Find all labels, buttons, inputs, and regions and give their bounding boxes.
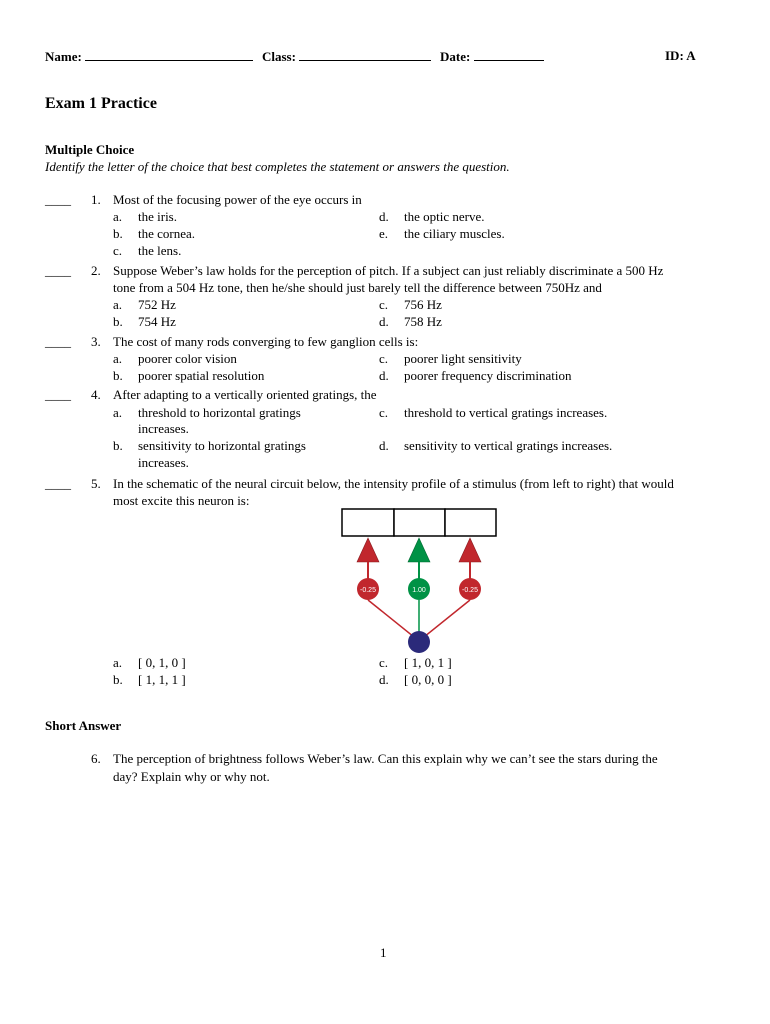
name-blank: [85, 48, 253, 61]
question-number-1: 1.: [91, 192, 101, 207]
q4-option-b-text-line2: increases.: [138, 455, 189, 470]
weight-label-left: -0.25: [360, 587, 376, 594]
q1-option-b-letter: b.: [113, 226, 123, 241]
weight-label-middle: 1.00: [412, 587, 426, 594]
q2-option-d-letter: d.: [379, 314, 389, 329]
class-field: [262, 48, 431, 65]
mc-heading: Multiple Choice: [45, 142, 135, 157]
class-blank: [299, 48, 431, 61]
date-field: [440, 48, 544, 65]
q4-option-b-letter: b.: [113, 438, 123, 453]
answer-blank-3: ____: [45, 334, 71, 349]
question-text-2-line1: Suppose Weber’s law holds for the perception of pitch. If a subject can just reliably discriminate a 500 Hz: [113, 263, 664, 278]
q5-option-b-letter: b.: [113, 672, 123, 687]
q5-option-a-text: [ 0, 1, 0 ]: [138, 655, 186, 670]
date-blank: [474, 48, 544, 61]
question-text-1: Most of the focusing power of the eye occurs in: [113, 192, 362, 207]
id-label: ID: A: [665, 48, 696, 63]
q3-option-a-text: poorer color vision: [138, 351, 237, 366]
page-number: 1: [380, 945, 387, 960]
q4-option-d-letter: d.: [379, 438, 389, 453]
answer-blank-5: ____: [45, 476, 71, 491]
q4-option-a-text-line2: increases.: [138, 421, 189, 436]
mc-instructions: Identify the letter of the choice that best completes the statement or answers the question.: [45, 159, 510, 174]
q3-option-c-letter: c.: [379, 351, 389, 366]
receptor-box-middle: [394, 509, 445, 536]
receptor-box-left: [342, 509, 394, 536]
q1-option-d-text: the optic nerve.: [404, 209, 485, 224]
date-label: Date:: [440, 49, 471, 64]
q3-option-b-letter: b.: [113, 368, 123, 383]
question-text-6-line2: day? Explain why or why not.: [113, 769, 270, 784]
q4-option-a-letter: a.: [113, 405, 123, 420]
question-number-3: 3.: [91, 334, 101, 349]
q5-option-b-text: [ 1, 1, 1 ]: [138, 672, 186, 687]
receptor-box-right: [445, 509, 496, 536]
name-label: Name:: [45, 49, 82, 64]
q3-option-d-text: poorer frequency discrimination: [404, 368, 572, 383]
q4-option-c-text: threshold to vertical gratings increases.: [404, 405, 608, 420]
question-text-4: After adapting to a vertically oriented gratings, the: [113, 387, 377, 402]
q3-option-b-text: poorer spatial resolution: [138, 368, 265, 383]
output-neuron: [408, 631, 430, 653]
q5-option-d-text: [ 0, 0, 0 ]: [404, 672, 452, 687]
arrow-middle: [408, 538, 430, 562]
q1-option-c-text: the lens.: [138, 243, 182, 258]
question-text-6-line1: The perception of brightness follows Weber’s law. Can this explain why we can’t see the stars during the: [113, 751, 658, 766]
arrow-right: [459, 538, 481, 562]
q2-option-a-text: 752 Hz: [138, 297, 176, 312]
neural-circuit-diagram: [330, 505, 510, 655]
q1-option-e-letter: e.: [379, 226, 389, 241]
question-text-2-line2: tone from a 504 Hz tone, then he/she should just barely tell the difference between 750Hz and: [113, 280, 602, 295]
name-field: [45, 48, 253, 65]
q4-option-c-letter: c.: [379, 405, 389, 420]
q3-option-c-text: poorer light sensitivity: [404, 351, 522, 366]
question-text-3: The cost of many rods converging to few ganglion cells is:: [113, 334, 419, 349]
q1-option-a-letter: a.: [113, 209, 123, 224]
question-number-2: 2.: [91, 263, 101, 278]
q4-option-b-text-line1: sensitivity to horizontal gratings: [138, 438, 306, 453]
weight-label-right: -0.25: [462, 587, 478, 594]
answer-blank-4: ____: [45, 387, 71, 402]
q4-option-d-text: sensitivity to vertical gratings increases.: [404, 438, 613, 453]
q2-option-b-text: 754 Hz: [138, 314, 176, 329]
q5-option-d-letter: d.: [379, 672, 389, 687]
answer-blank-2: ____: [45, 263, 71, 278]
question-number-4: 4.: [91, 387, 101, 402]
q3-option-a-letter: a.: [113, 351, 123, 366]
q5-option-c-letter: c.: [379, 655, 389, 670]
arrow-left: [357, 538, 379, 562]
q3-option-d-letter: d.: [379, 368, 389, 383]
answer-blank-1: ____: [45, 192, 71, 207]
question-number-6: 6.: [91, 751, 101, 766]
q2-option-c-text: 756 Hz: [404, 297, 442, 312]
q1-option-b-text: the cornea.: [138, 226, 196, 241]
q5-option-c-text: [ 1, 0, 1 ]: [404, 655, 452, 670]
question-text-5-line2: most excite this neuron is:: [113, 493, 250, 508]
exam-title: Exam 1 Practice: [45, 95, 157, 112]
q2-option-c-letter: c.: [379, 297, 389, 312]
sa-heading: Short Answer: [45, 718, 122, 733]
q4-option-a-text-line1: threshold to horizontal gratings: [138, 405, 301, 420]
q2-option-d-text: 758 Hz: [404, 314, 442, 329]
q1-option-d-letter: d.: [379, 209, 389, 224]
q1-option-e-text: the ciliary muscles.: [404, 226, 505, 241]
q5-option-a-letter: a.: [113, 655, 123, 670]
question-text-5-line1: In the schematic of the neural circuit below, the intensity profile of a stimulus (from left to right) that would: [113, 476, 674, 491]
question-number-5: 5.: [91, 476, 101, 491]
class-label: Class:: [262, 49, 296, 64]
q2-option-a-letter: a.: [113, 297, 123, 312]
q1-option-a-text: the iris.: [138, 209, 177, 224]
q1-option-c-letter: c.: [113, 243, 123, 258]
q2-option-b-letter: b.: [113, 314, 123, 329]
